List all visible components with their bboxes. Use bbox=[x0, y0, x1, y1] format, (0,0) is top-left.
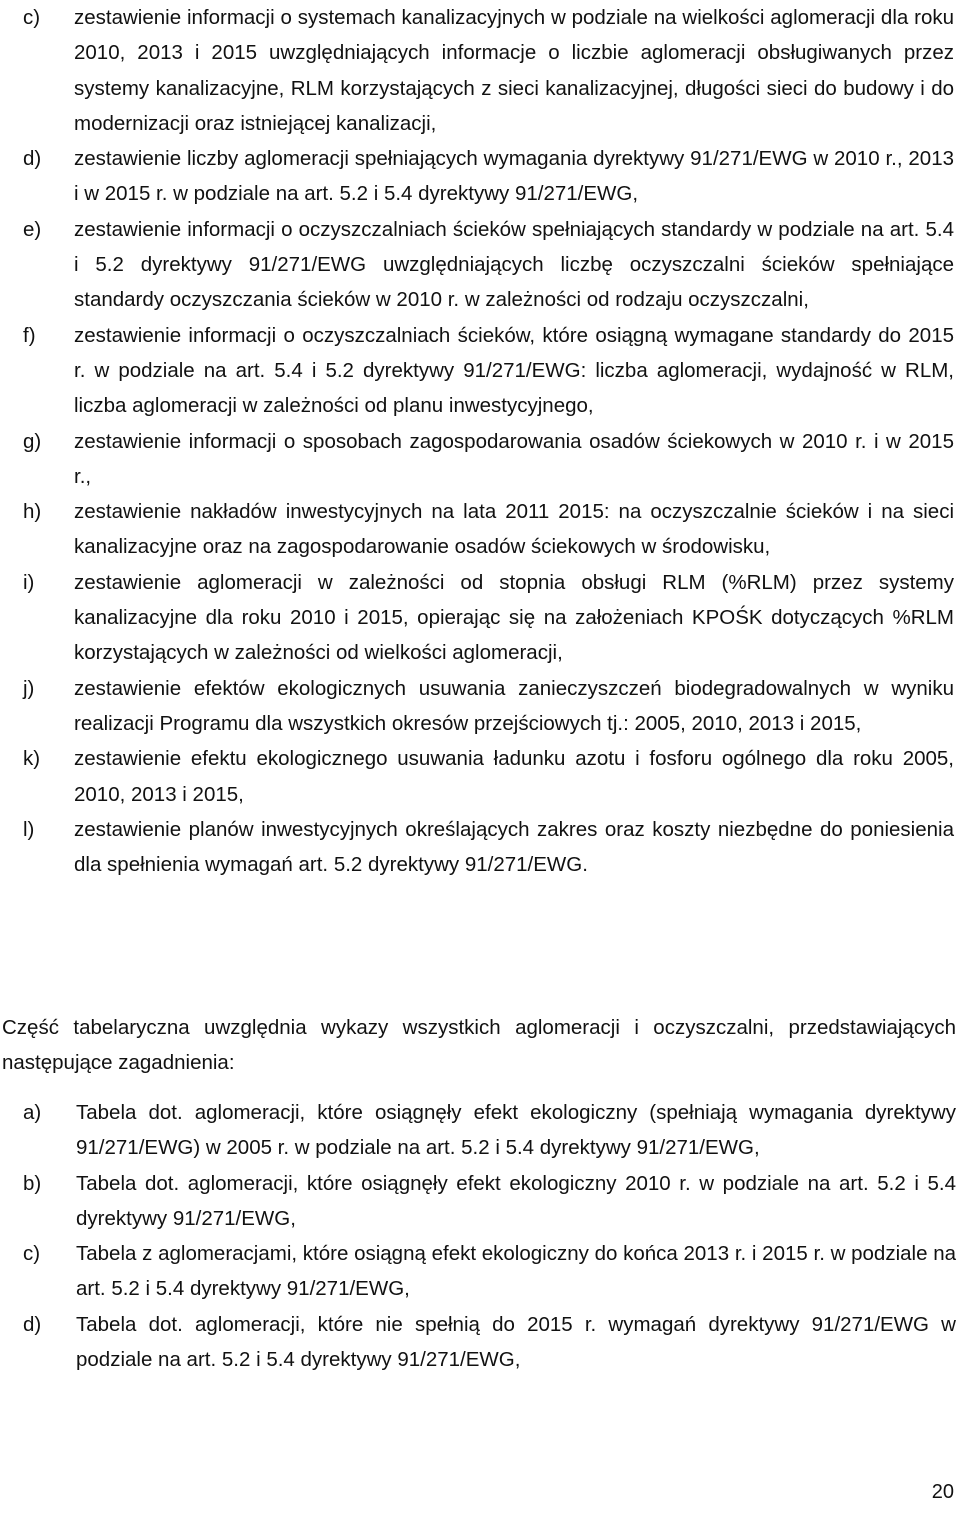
list-item bbox=[0, 812, 960, 883]
list-item bbox=[0, 0, 960, 141]
list-item-text: Tabela dot. aglomeracji, które osiągnęły efekt ekologiczny (spełniają wymagania dyrektywy 91/271/EWG) w 2005 r. w podziale na art. 5.2 i 5.4 dyrektywy 91/271/EWG, bbox=[76, 1101, 956, 1160]
list-item-text: zestawienie liczby aglomeracji spełniających wymagania dyrektywy 91/271/EWG w 2010 r., 2013 i w 2015 r. w podziale na art. 5.2 i 5.4 dyrektywy 91/271/EWG, bbox=[74, 147, 954, 206]
list-marker: i) bbox=[23, 570, 35, 594]
list-marker: a) bbox=[23, 1101, 42, 1124]
list-item-text: zestawienie informacji o systemach kanalizacyjnych w podziale na wielkości aglomeracji dla roku 2010, 2013 i 2015 uwzględniających informacje o liczbie aglomeracji obsługiwanych przez systemy kanalizacyjne, RLM korzystających z sieci kanalizacyjnej, długości sieci do budowy i do modernizacji oraz istniejącej kanalizacji, bbox=[74, 6, 954, 135]
list-item bbox=[0, 1166, 960, 1237]
list-item bbox=[0, 671, 960, 742]
list-marker: d) bbox=[23, 1312, 42, 1336]
list-item-text: zestawienie efektu ekologicznego usuwania ładunku azotu i fosforu ogólnego dla roku 2005, 2010, 2013 i 2015, bbox=[74, 747, 954, 806]
list-item-text: Tabela z aglomeracjami, które osiągną efekt ekologiczny do końca 2013 r. i 2015 r. w podziale na art. 5.2 i 5.4 dyrektywy 91/271/EWG, bbox=[76, 1242, 956, 1301]
list-marker: h) bbox=[23, 500, 42, 524]
list-item-text: zestawienie nakładów inwestycyjnych na lata 2011 2015: na oczyszczalnie ścieków i na sieci kanalizacyjne oraz na zagospodarowanie osadów ściekowych w środowisku, bbox=[74, 500, 954, 559]
list-item bbox=[0, 1236, 960, 1307]
tables-list bbox=[0, 1095, 960, 1377]
list-marker: k) bbox=[23, 747, 41, 771]
list-item bbox=[0, 494, 960, 565]
list-item bbox=[0, 141, 960, 212]
intro-paragraph: Część tabelaryczna uwzględnia wykazy wszystkich aglomeracji i oczyszczalni, przedstawiających następujące zagadnienia: bbox=[2, 1016, 956, 1075]
list-marker: b) bbox=[23, 1171, 42, 1195]
list-item bbox=[0, 424, 960, 495]
list-marker: c) bbox=[23, 6, 41, 29]
list-item-text: Tabela dot. aglomeracji, które osiągnęły efekt ekologiczny 2010 r. w podziale na art. 5.2 i 5.4 dyrektywy 91/271/EWG, bbox=[76, 1171, 956, 1230]
list-marker: l) bbox=[23, 817, 35, 841]
list-marker: g) bbox=[23, 429, 42, 453]
list-marker: f) bbox=[23, 323, 36, 347]
list-item bbox=[0, 212, 960, 318]
list-item bbox=[0, 1095, 960, 1166]
list-marker: j) bbox=[23, 676, 35, 700]
list-item bbox=[0, 565, 960, 671]
list-item bbox=[0, 741, 960, 812]
page-number: 20 bbox=[931, 1481, 954, 1503]
list-marker: c) bbox=[23, 1242, 41, 1266]
list-item-text: zestawienie efektów ekologicznych usuwania zanieczyszczeń biodegradowalnych w wyniku realizacji Programu dla wszystkich okresów przejściowych tj.: 2005, 2010, 2013 i 2015, bbox=[74, 676, 954, 735]
list-item-text: zestawienie informacji o sposobach zagospodarowania osadów ściekowych w 2010 r. i w 2015 r., bbox=[74, 429, 954, 488]
list-item bbox=[0, 1307, 960, 1378]
list-item-text: Tabela dot. aglomeracji, które nie spełnią do 2015 r. wymagań dyrektywy 91/271/EWG w podziale na art. 5.2 i 5.4 dyrektywy 91/271/EWG, bbox=[76, 1312, 956, 1372]
list-item-text: zestawienie aglomeracji w zależności od stopnia obsługi RLM (%RLM) przez systemy kanalizacyjne dla roku 2010 i 2015, opierając się na założeniach KPOŚK dotyczących %RLM korzystających w zależności od wielkości aglomeracji, bbox=[74, 570, 954, 665]
list-item-text: zestawienie informacji o oczyszczalniach ścieków, które osiągną wymagane standardy do 2015 r. w podziale na art. 5.4 i 5.2 dyrektywy 91/271/EWG: liczba aglomeracji, wydajność w RLM, liczba aglomeracji w zależności od planu inwestycyjnego, bbox=[74, 323, 954, 418]
list-marker: e) bbox=[23, 217, 42, 241]
list-item-text: zestawienie informacji o oczyszczalniach ścieków spełniających standardy w podziale na art. 5.4 i 5.2 dyrektywy 91/271/EWG uwzględniających liczbę oczyszczalni ścieków spełniające standardy oczyszczania ścieków w 2010 r. w zależności od rodzaju oczyszczalni, bbox=[74, 217, 954, 312]
list-marker: d) bbox=[23, 147, 42, 171]
list-item-text: zestawienie planów inwestycyjnych określających zakres oraz koszty niezbędne do poniesienia dla spełnienia wymagań art. 5.2 dyrektywy 91/271/EWG. bbox=[74, 817, 954, 877]
list-item bbox=[0, 318, 960, 424]
